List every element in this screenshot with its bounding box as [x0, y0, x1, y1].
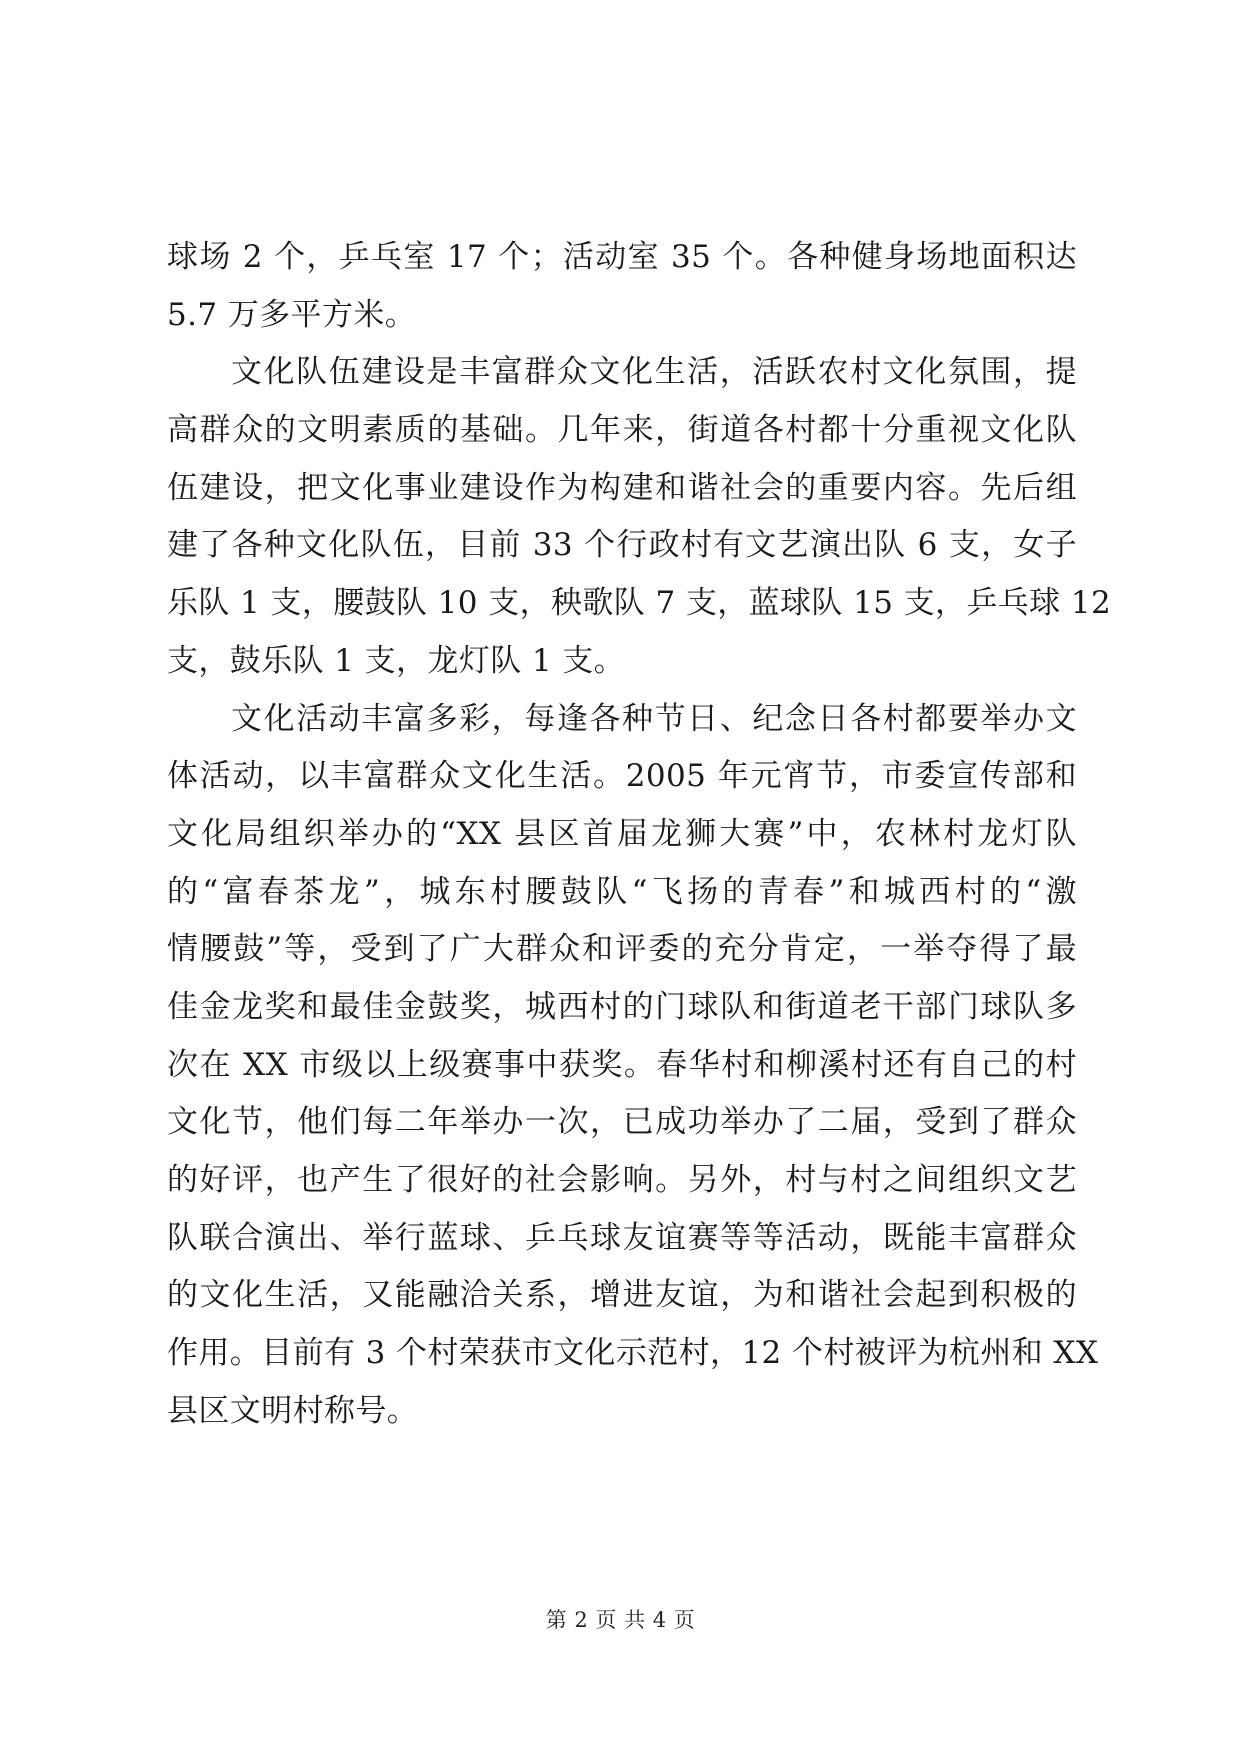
text-line: 球场 2 个，乒乓室 17 个；活动室 35 个。各种健身场地面积达 — [167, 239, 1077, 275]
text-line: 体活动，以丰富群众文化生活。2005 年元宵节，市委宣传部和 — [167, 758, 1077, 795]
text-line: 的好评，也产生了很好的社会影响。另外，村与村之间组织文艺 — [167, 1162, 1077, 1198]
text-line: 支，鼓乐队 1 支，龙灯队 1 支。 — [167, 642, 626, 679]
text-line: 作用。目前有 3 个村荣获市文化示范村，12 个村被评为杭州和 XX — [167, 1335, 1099, 1372]
text-line: 伍建设，把文化事业建设作为构建和谐社会的重要内容。先后组 — [167, 469, 1077, 506]
text-line: 县区文明村称号。 — [167, 1392, 419, 1429]
paragraph-first-line: 文化队伍建设是丰富群众文化生活，活跃农村文化氛围，提 — [231, 354, 1077, 391]
text-line: 乐队 1 支，腰鼓队 10 支，秧歌队 7 支，蓝球队 15 支，乒乓球 12 — [167, 585, 1112, 622]
page-number-footer: 第 2 页 共 4 页 — [545, 1608, 696, 1632]
text-line: 文化节，他们每二年举办一次，已成功举办了二届，受到了群众 — [167, 1104, 1077, 1141]
text-line: 高群众的文明素质的基础。几年来，街道各村都十分重视文化队 — [167, 412, 1077, 449]
text-line: 的文化生活，又能融洽关系，增进友谊，为和谐社会起到积极的 — [167, 1277, 1077, 1314]
paragraph-first-line: 文化活动丰富多彩，每逢各种节日、纪念日各村都要举办文 — [231, 700, 1077, 737]
text-line: 情腰鼓”等，受到了广大群众和评委的充分肯定，一举夺得了最 — [167, 931, 1077, 968]
text-line: 次在 XX 市级以上级赛事中获奖。春华村和柳溪村还有自己的村 — [167, 1046, 1077, 1083]
text-line: 佳金龙奖和最佳金鼓奖，城西村的门球队和街道老干部门球队多 — [167, 988, 1077, 1025]
text-line: 队联合演出、举行蓝球、乒乓球友谊赛等等活动，既能丰富群众 — [167, 1219, 1077, 1256]
document-body — [167, 229, 1112, 1440]
text-line: 文化局组织举办的“XX 县区首届龙狮大赛”中，农林村龙灯队 — [167, 815, 1077, 852]
text-line: 建了各种文化队伍，目前 33 个行政村有文艺演出队 6 支，女子 — [167, 527, 1077, 564]
text-line: 的“富春茶龙”，城东村腰鼓队“飞扬的青春”和城西村的“激 — [167, 873, 1077, 910]
text-line: 5.7 万多平方米。 — [167, 296, 417, 333]
